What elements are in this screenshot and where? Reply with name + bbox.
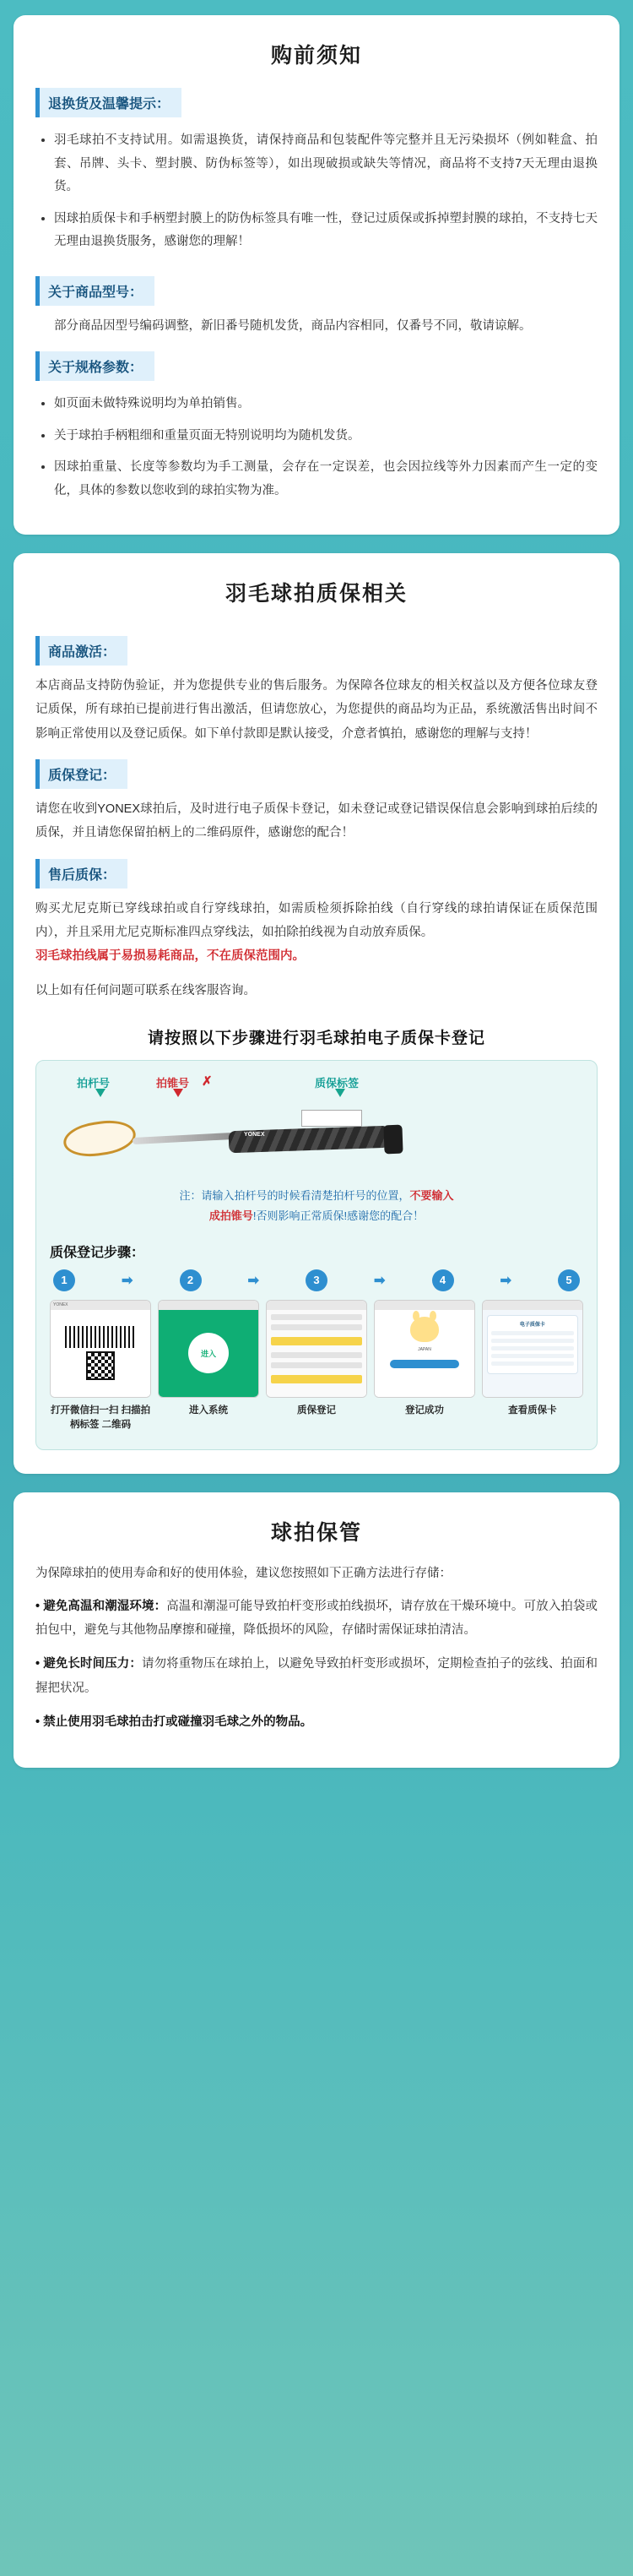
warranty-card-row: [491, 1361, 574, 1366]
note-red-1: 不要输入: [409, 1188, 454, 1202]
phone-mock-success: [374, 1300, 475, 1398]
step-number-2: 2: [180, 1269, 202, 1291]
registration-steps-title: 请按照以下步骤进行羽毛球拍电子质保卡登记: [147, 1029, 485, 1047]
phone-statusbar: [375, 1301, 474, 1310]
form-submit-row: [271, 1375, 362, 1383]
label-shaft-number: 拍杆号: [77, 1076, 111, 1090]
list-item: • 因球拍重量、长度等参数均为手工测量，会存在一定误差，也会因拉线等外力因素而产生一定的变化，具体的参数以您收到的球拍实物为准。: [54, 456, 598, 503]
form-field-row: [271, 1362, 362, 1368]
section-heading-aftersales: 售后质保：: [35, 859, 127, 889]
section-heading-returns: 退换货及温馨提示：: [35, 88, 181, 117]
step-number-5: 5: [558, 1269, 580, 1291]
registration-note: [48, 1186, 585, 1226]
phone-statusbar: YONEX: [51, 1301, 150, 1310]
note-red-2: 成拍锥号: [208, 1209, 253, 1222]
page-title: 购前须知: [270, 44, 362, 68]
steps-heading: 质保登记步骤：: [50, 1245, 145, 1260]
step-caption-5: 查看质保卡: [508, 1405, 557, 1416]
cone-x-icon: ✗: [202, 1073, 213, 1089]
storage-item-title: 避免高温和潮湿环境：: [43, 1599, 167, 1613]
section-heading-specs: 关于规格参数：: [35, 351, 154, 381]
specs-bullet-list: [35, 393, 598, 503]
step-number-3: 3: [306, 1269, 327, 1291]
list-item: • 如页面未做特殊说明均为单拍销售。: [54, 393, 598, 416]
warranty-card: [14, 553, 619, 1474]
form-highlight-row: [271, 1337, 362, 1345]
registration-panel: [35, 1060, 598, 1451]
step-number-4: 4: [432, 1269, 454, 1291]
step-caption-2: 进入系统: [189, 1405, 228, 1416]
phone-mock-card: [482, 1300, 583, 1398]
label-cone-number: 拍锥号: [156, 1076, 190, 1090]
racket-head-icon: [62, 1117, 138, 1160]
phone-screen: [159, 1310, 258, 1397]
bullet-icon: •: [35, 1715, 44, 1729]
warranty-card-row: [491, 1354, 574, 1358]
step-caption-3: 质保登记: [296, 1405, 336, 1416]
label-warranty-sticker: 质保标签: [315, 1076, 360, 1090]
racket-sticker-icon: [301, 1110, 362, 1127]
step-arrow-icon: ➡: [374, 1273, 386, 1288]
note-suffix: !否则影响正常质保!感谢您的配合！: [252, 1209, 425, 1222]
step-column-3: [266, 1300, 367, 1418]
storage-card: [14, 1492, 619, 1768]
phone-statusbar: [483, 1301, 582, 1310]
warranty-card-row: [491, 1346, 574, 1350]
section-heading-activation: 商品激活：: [35, 636, 127, 666]
phone-screen: [483, 1310, 582, 1397]
confirm-button[interactable]: [390, 1360, 460, 1368]
step-column-2: [158, 1300, 259, 1418]
racket-buttcap-icon: [383, 1124, 403, 1154]
aftersales-paragraph-1: 购买尤尼克斯已穿线球拍或自行穿线球拍，如需质检须拆除拍线（自行穿线的球拍请保证在质保范围内），并且采用尤尼克斯标准四点穿线法，如拍除拍线视为自动放弃质保。: [35, 901, 598, 939]
step-column-1: [50, 1300, 151, 1433]
list-item: • 关于球拍手柄粗细和重量页面无特别说明均为随机发货。: [54, 425, 598, 448]
barcode-icon: [65, 1326, 137, 1348]
step-caption-4: 登记成功: [404, 1405, 444, 1416]
step-column-5: [482, 1300, 583, 1418]
bullet-icon: •: [35, 1657, 44, 1671]
pre-purchase-card: [14, 15, 619, 535]
success-text: JAPAN: [418, 1346, 431, 1352]
mascot-icon: [410, 1317, 439, 1342]
storage-item: [35, 1652, 598, 1700]
arrow-down-icon: [173, 1089, 183, 1097]
returns-bullet-list: [35, 129, 598, 254]
storage-item-text: 高温和潮湿可能导致拍杆变形或拍线损坏，请存放在干燥环境中。可放入拍袋或拍包中，避免与其他物品摩擦和碰撞，降低损坏的风险，存储时需保证球拍清洁。: [35, 1599, 598, 1637]
warranty-title: 羽毛球拍质保相关: [225, 582, 408, 606]
storage-title: 球拍保管: [270, 1521, 362, 1546]
section-heading-registration: 质保登记：: [35, 759, 127, 789]
aftersales-paragraph-2: 以上如有任何问题可联系在线客服咨询。: [35, 984, 256, 998]
storage-item: [35, 1595, 598, 1643]
phone-screen: [375, 1310, 474, 1397]
warranty-card-title: 电子质保卡: [519, 1322, 545, 1328]
step-arrow-icon: ➡: [122, 1273, 133, 1288]
brand-logo-icon: YONEX: [244, 1131, 265, 1138]
phone-mock-scan: [50, 1300, 151, 1398]
registration-paragraph: 请您在收到YONEX球拍后，及时进行电子质保卡登记，如未登记或登记错误保信息会影响到球拍后续的质保，并且请您保留拍柄上的二维码原件，感谢您的配合！: [35, 802, 598, 840]
list-item: • 羽毛球拍不支持试用。如需退换货，请保持商品和包装配件等完整并且无污染损坏（例如鞋盒、拍套、吊牌、头卡、塑封膜、防伪标签等），如出现破损或缺失等情况，商品将不支持7天无理由退换货。: [54, 129, 598, 199]
storage-item-text: 请勿将重物压在球拍上，以避免导致拍杆变形或损坏，定期检查拍子的弦线、拍面和握把状况。: [35, 1657, 598, 1695]
step-screenshots: [48, 1300, 585, 1433]
phone-mock-enter: [158, 1300, 259, 1398]
step-arrow-icon: ➡: [247, 1273, 259, 1288]
storage-item-title: 禁止使用羽毛球拍击打或碰撞羽毛球之外的物品。: [43, 1715, 313, 1729]
bullet-icon: •: [35, 1599, 44, 1613]
racket-labels: [48, 1074, 585, 1096]
phone-screen: [267, 1310, 366, 1397]
form-field-row: [271, 1324, 362, 1330]
storage-intro: 为保障球拍的使用寿命和好的使用体验，建议您按照如下正确方法进行存储：: [35, 1567, 452, 1581]
form-field-row: [271, 1314, 362, 1320]
form-field-row: [271, 1352, 362, 1358]
aftersales-warning: 羽毛球拍线属于易损易耗商品，不在质保范围内。: [35, 949, 305, 964]
warranty-card-row: [491, 1339, 574, 1343]
step-number-row: [48, 1269, 585, 1291]
enter-system-button[interactable]: 进入: [188, 1333, 229, 1373]
phone-statusbar: [267, 1301, 366, 1310]
model-paragraph: 部分商品因型号编码调整，新旧番号随机发货，商品内容相同，仅番号不同，敬请谅解。: [54, 318, 532, 333]
storage-item-title: 避免长时间压力：: [43, 1657, 142, 1671]
racket-illustration: [48, 1098, 585, 1179]
step-arrow-icon: ➡: [500, 1273, 511, 1288]
phone-statusbar: [159, 1301, 258, 1310]
warranty-card-mock: [487, 1315, 578, 1374]
arrow-down-icon: [95, 1089, 106, 1097]
activation-paragraph: 本店商品支持防伪验证，并为您提供专业的售后服务。为保障各位球友的相关权益以及方便各位球友登记质保，所有球拍已提前进行售出激活，但请您放心，为您提供的商品均为正品，系统激活售出时间不影响正常使用以及登记质保。如下单付款即是默认接受，介意者慎拍，感谢您的理解与支持！: [35, 679, 598, 741]
phone-screen: [51, 1310, 150, 1397]
qr-code-icon: [86, 1351, 115, 1380]
storage-item: [35, 1710, 598, 1734]
warranty-card-row: [491, 1331, 574, 1335]
note-prefix: 注：请输入拍杆号的时候看清楚拍杆号的位置，: [179, 1188, 410, 1202]
phone-mock-form: [266, 1300, 367, 1398]
racket-grip-icon: [229, 1126, 390, 1154]
step-caption-1: 打开微信扫一扫 扫描拍柄标签 二维码: [50, 1405, 151, 1431]
list-item: • 因球拍质保卡和手柄塑封膜上的防伪标签具有唯一性，登记过质保或拆掉塑封膜的球拍，不支持七天无理由退换货服务，感谢您的理解！: [54, 208, 598, 254]
step-column-4: [374, 1300, 475, 1418]
step-number-1: 1: [53, 1269, 75, 1291]
section-heading-model: 关于商品型号：: [35, 276, 154, 306]
arrow-down-icon: [335, 1089, 345, 1097]
racket-shaft-icon: [133, 1133, 234, 1144]
